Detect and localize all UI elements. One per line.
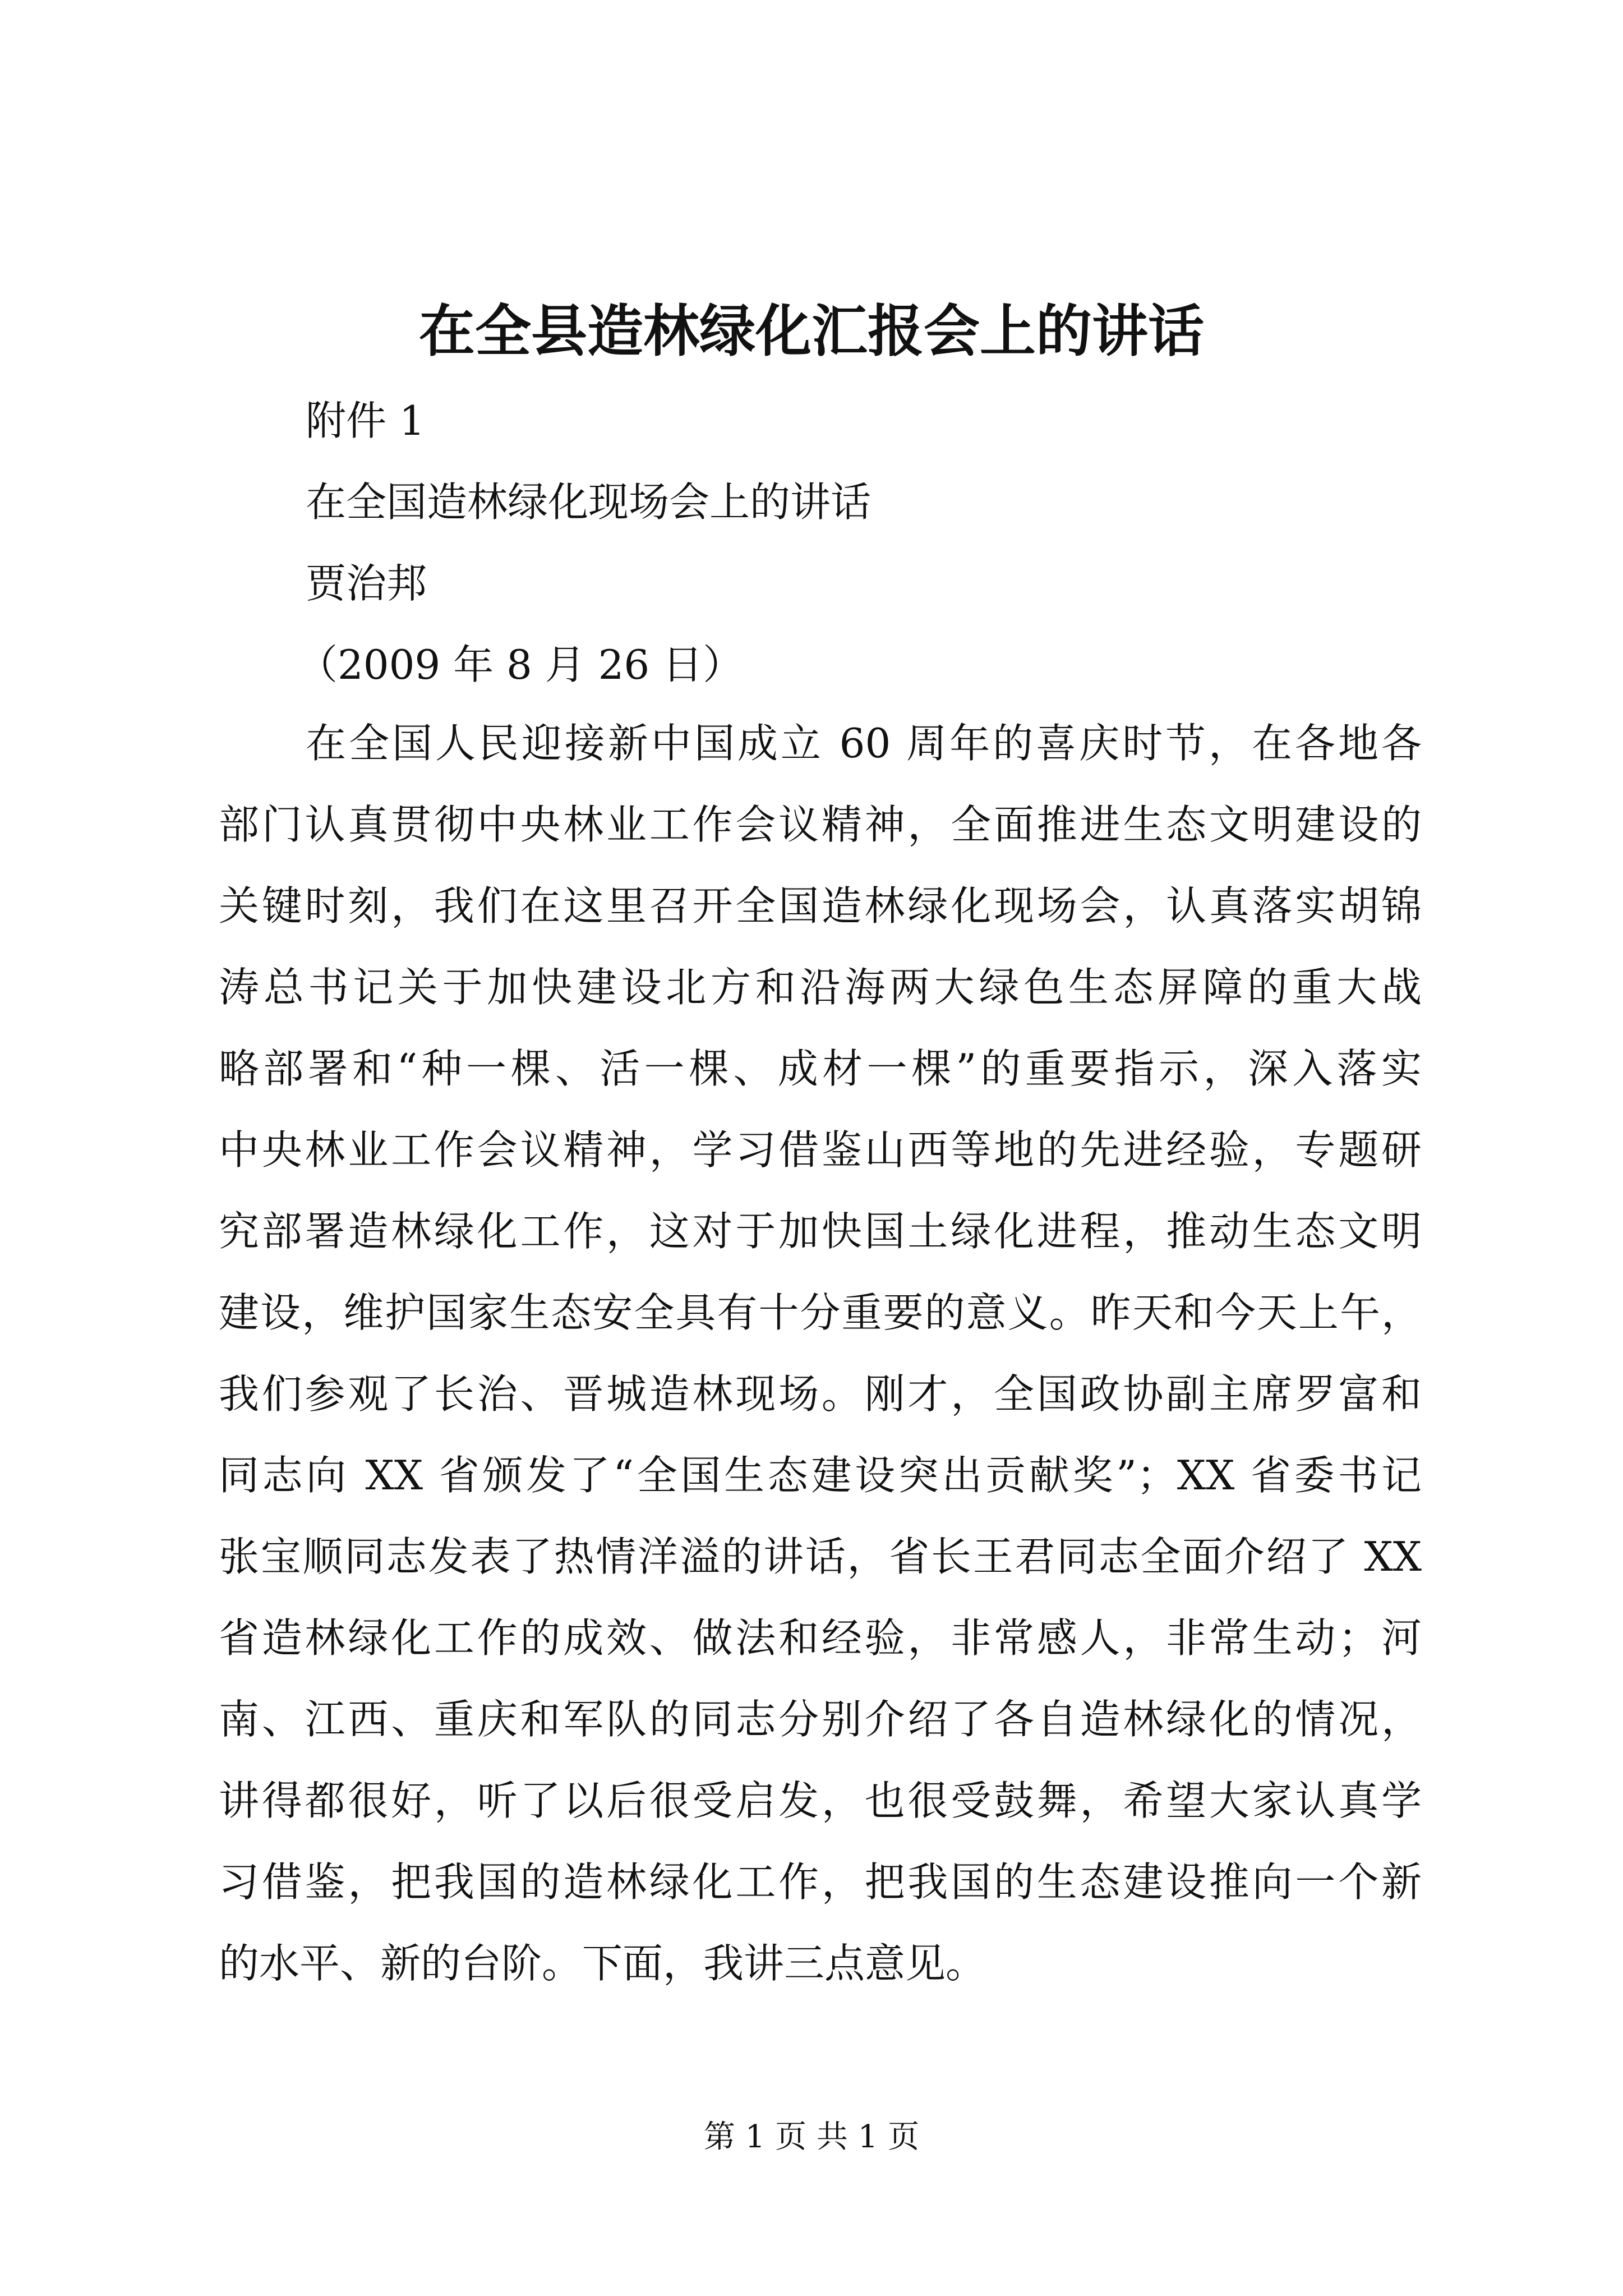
body-line: 南、江西、重庆和军队的同志分别介绍了各自造林绿化的情况， [219,1696,1422,1743]
body-line: 在全国人民迎接新中国成立 60 周年的喜庆时节，在各地各 [306,720,1422,767]
body-line: 究部署造林绿化工作，这对于加快国土绿化进程，推动生态文明 [219,1208,1422,1255]
speech-date: （2009 年 8 月 26 日） [297,641,744,688]
body-line: 讲得都很好，听了以后很受启发，也很受鼓舞，希望大家认真学 [219,1777,1422,1824]
speech-title: 在全国造林绿化现场会上的讲话 [306,478,872,526]
body-line: 我们参观了长治、晋城造林现场。刚才，全国政协副主席罗富和 [219,1370,1422,1418]
body-line: 中央林业工作会议精神，学习借鉴山西等地的先进经验，专题研 [219,1126,1422,1174]
body-line: 建设，维护国家生态安全具有十分重要的意义。昨天和今天上午， [219,1289,1422,1336]
attachment-label: 附件 1 [306,397,425,444]
page-footer: 第 1 页 共 1 页 [703,2119,920,2155]
body-line: 省造林绿化工作的成效、做法和经验，非常感人，非常生动；河 [219,1614,1422,1662]
body-line: 习借鉴，把我国的造林绿化工作，把我国的生态建设推向一个新 [219,1858,1422,1906]
body-line: 同志向 XX 省颁发了“全国生态建设突出贡献奖”；XX 省委书记 [219,1452,1422,1499]
body-line: 张宝顺同志发表了热情洋溢的讲话，省长王君同志全面介绍了 XX [219,1533,1422,1580]
document-title: 在全县造林绿化汇报会上的讲话 [419,298,1204,364]
body-line: 涛总书记关于加快建设北方和沿海两大绿色生态屏障的重大战 [219,964,1422,1011]
body-line: 略部署和“种一棵、活一棵、成材一棵”的重要指示，深入落实 [219,1045,1422,1092]
body-line: 关键时刻，我们在这里召开全国造林绿化现场会，认真落实胡锦 [219,882,1422,930]
body-line: 的水平、新的台阶。下面，我讲三点意见。 [219,1940,986,1987]
speaker-name: 贾治邦 [306,560,427,607]
body-line: 部门认真贯彻中央林业工作会议精神，全面推进生态文明建设的 [219,801,1422,848]
